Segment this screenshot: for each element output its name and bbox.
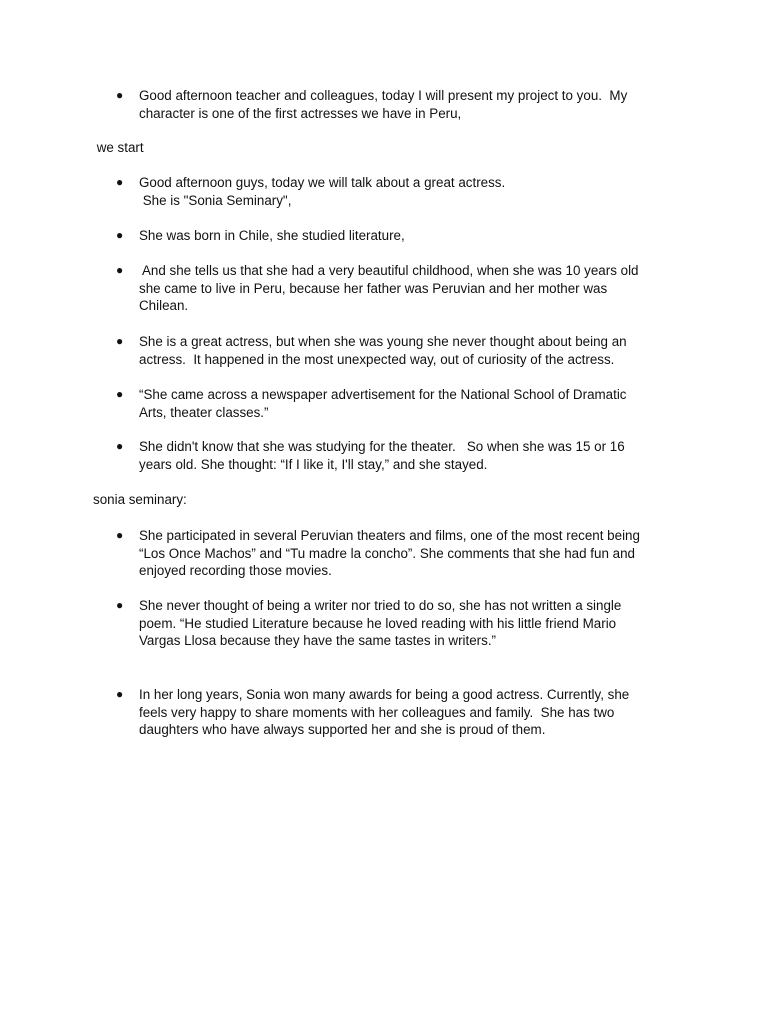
bullet-icon: ● <box>116 528 124 542</box>
text-line: “Los Once Machos” and “Tu madre la concho”. She comments that she had fun and <box>139 545 635 561</box>
text-line: enjoyed recording those movies. <box>139 563 332 579</box>
text-line: actress. It happened in the most unexpected way, out of curiosity of the actress. <box>139 351 615 367</box>
text-line: she came to live in Peru, because her father was Peruvian and her mother was <box>139 280 608 296</box>
bullet-icon: ● <box>116 439 124 453</box>
text-line: Vargas Llosa because they have the same tastes in writers.” <box>139 633 497 649</box>
bullet-icon: ● <box>116 334 124 348</box>
intro-paragraph <box>139 87 699 122</box>
text-line: She was born in Chile, she studied literature, <box>139 228 405 243</box>
text-line: She is a great actress, but when she was young she never thought about being an <box>139 334 627 349</box>
section-heading-we-start: we start <box>93 140 144 155</box>
text-line: She never thought of being a writer nor tried to do so, she has not written a single <box>139 598 622 613</box>
list-item <box>139 597 699 650</box>
list-item <box>139 333 699 368</box>
text-line: feels very happy to share moments with her colleagues and family. She has two <box>139 704 615 720</box>
text-line: Chilean. <box>139 298 189 314</box>
list-item <box>139 527 699 580</box>
text-line: And she tells us that she had a very beautiful childhood, when she was 10 years old <box>139 263 639 278</box>
text-line: Good afternoon guys, today we will talk about a great actress. <box>139 175 506 190</box>
bullet-icon: ● <box>116 598 124 612</box>
list-item <box>139 686 699 739</box>
text-line: She is "Sonia Seminary", <box>139 192 292 208</box>
text-line: “She came across a newspaper advertisement for the National School of Dramatic <box>139 387 627 402</box>
list-item <box>139 386 699 421</box>
text-line: Arts, theater classes.” <box>139 404 269 420</box>
section-heading-sonia-seminary: sonia seminary: <box>93 492 187 507</box>
list-item <box>139 174 699 209</box>
text-line: character is one of the first actresses we have in Peru, <box>139 105 462 121</box>
bullet-icon: ● <box>116 387 124 401</box>
bullet-icon: ● <box>116 263 124 277</box>
bullet-icon: ● <box>116 175 124 189</box>
text-line: Good afternoon teacher and colleagues, today I will present my project to you. My <box>139 88 628 103</box>
list-item <box>139 438 699 473</box>
text-line: daughters who have always supported her and she is proud of them. <box>139 722 546 738</box>
text-line: She didn't know that she was studying for the theater. So when she was 15 or 16 <box>139 439 625 454</box>
text-line: poem. “He studied Literature because he loved reading with his little friend Mario <box>139 615 617 631</box>
text-line: In her long years, Sonia won many awards for being a good actress. Currently, she <box>139 687 630 702</box>
bullet-icon: ● <box>116 88 124 102</box>
text-line: years old. She thought: “If I like it, I'll stay,” and she stayed. <box>139 456 488 472</box>
bullet-icon: ● <box>116 687 124 701</box>
text-line: She participated in several Peruvian theaters and films, one of the most recent being <box>139 528 640 543</box>
list-item <box>139 227 699 245</box>
bullet-icon: ● <box>116 228 124 242</box>
list-item <box>139 262 699 315</box>
